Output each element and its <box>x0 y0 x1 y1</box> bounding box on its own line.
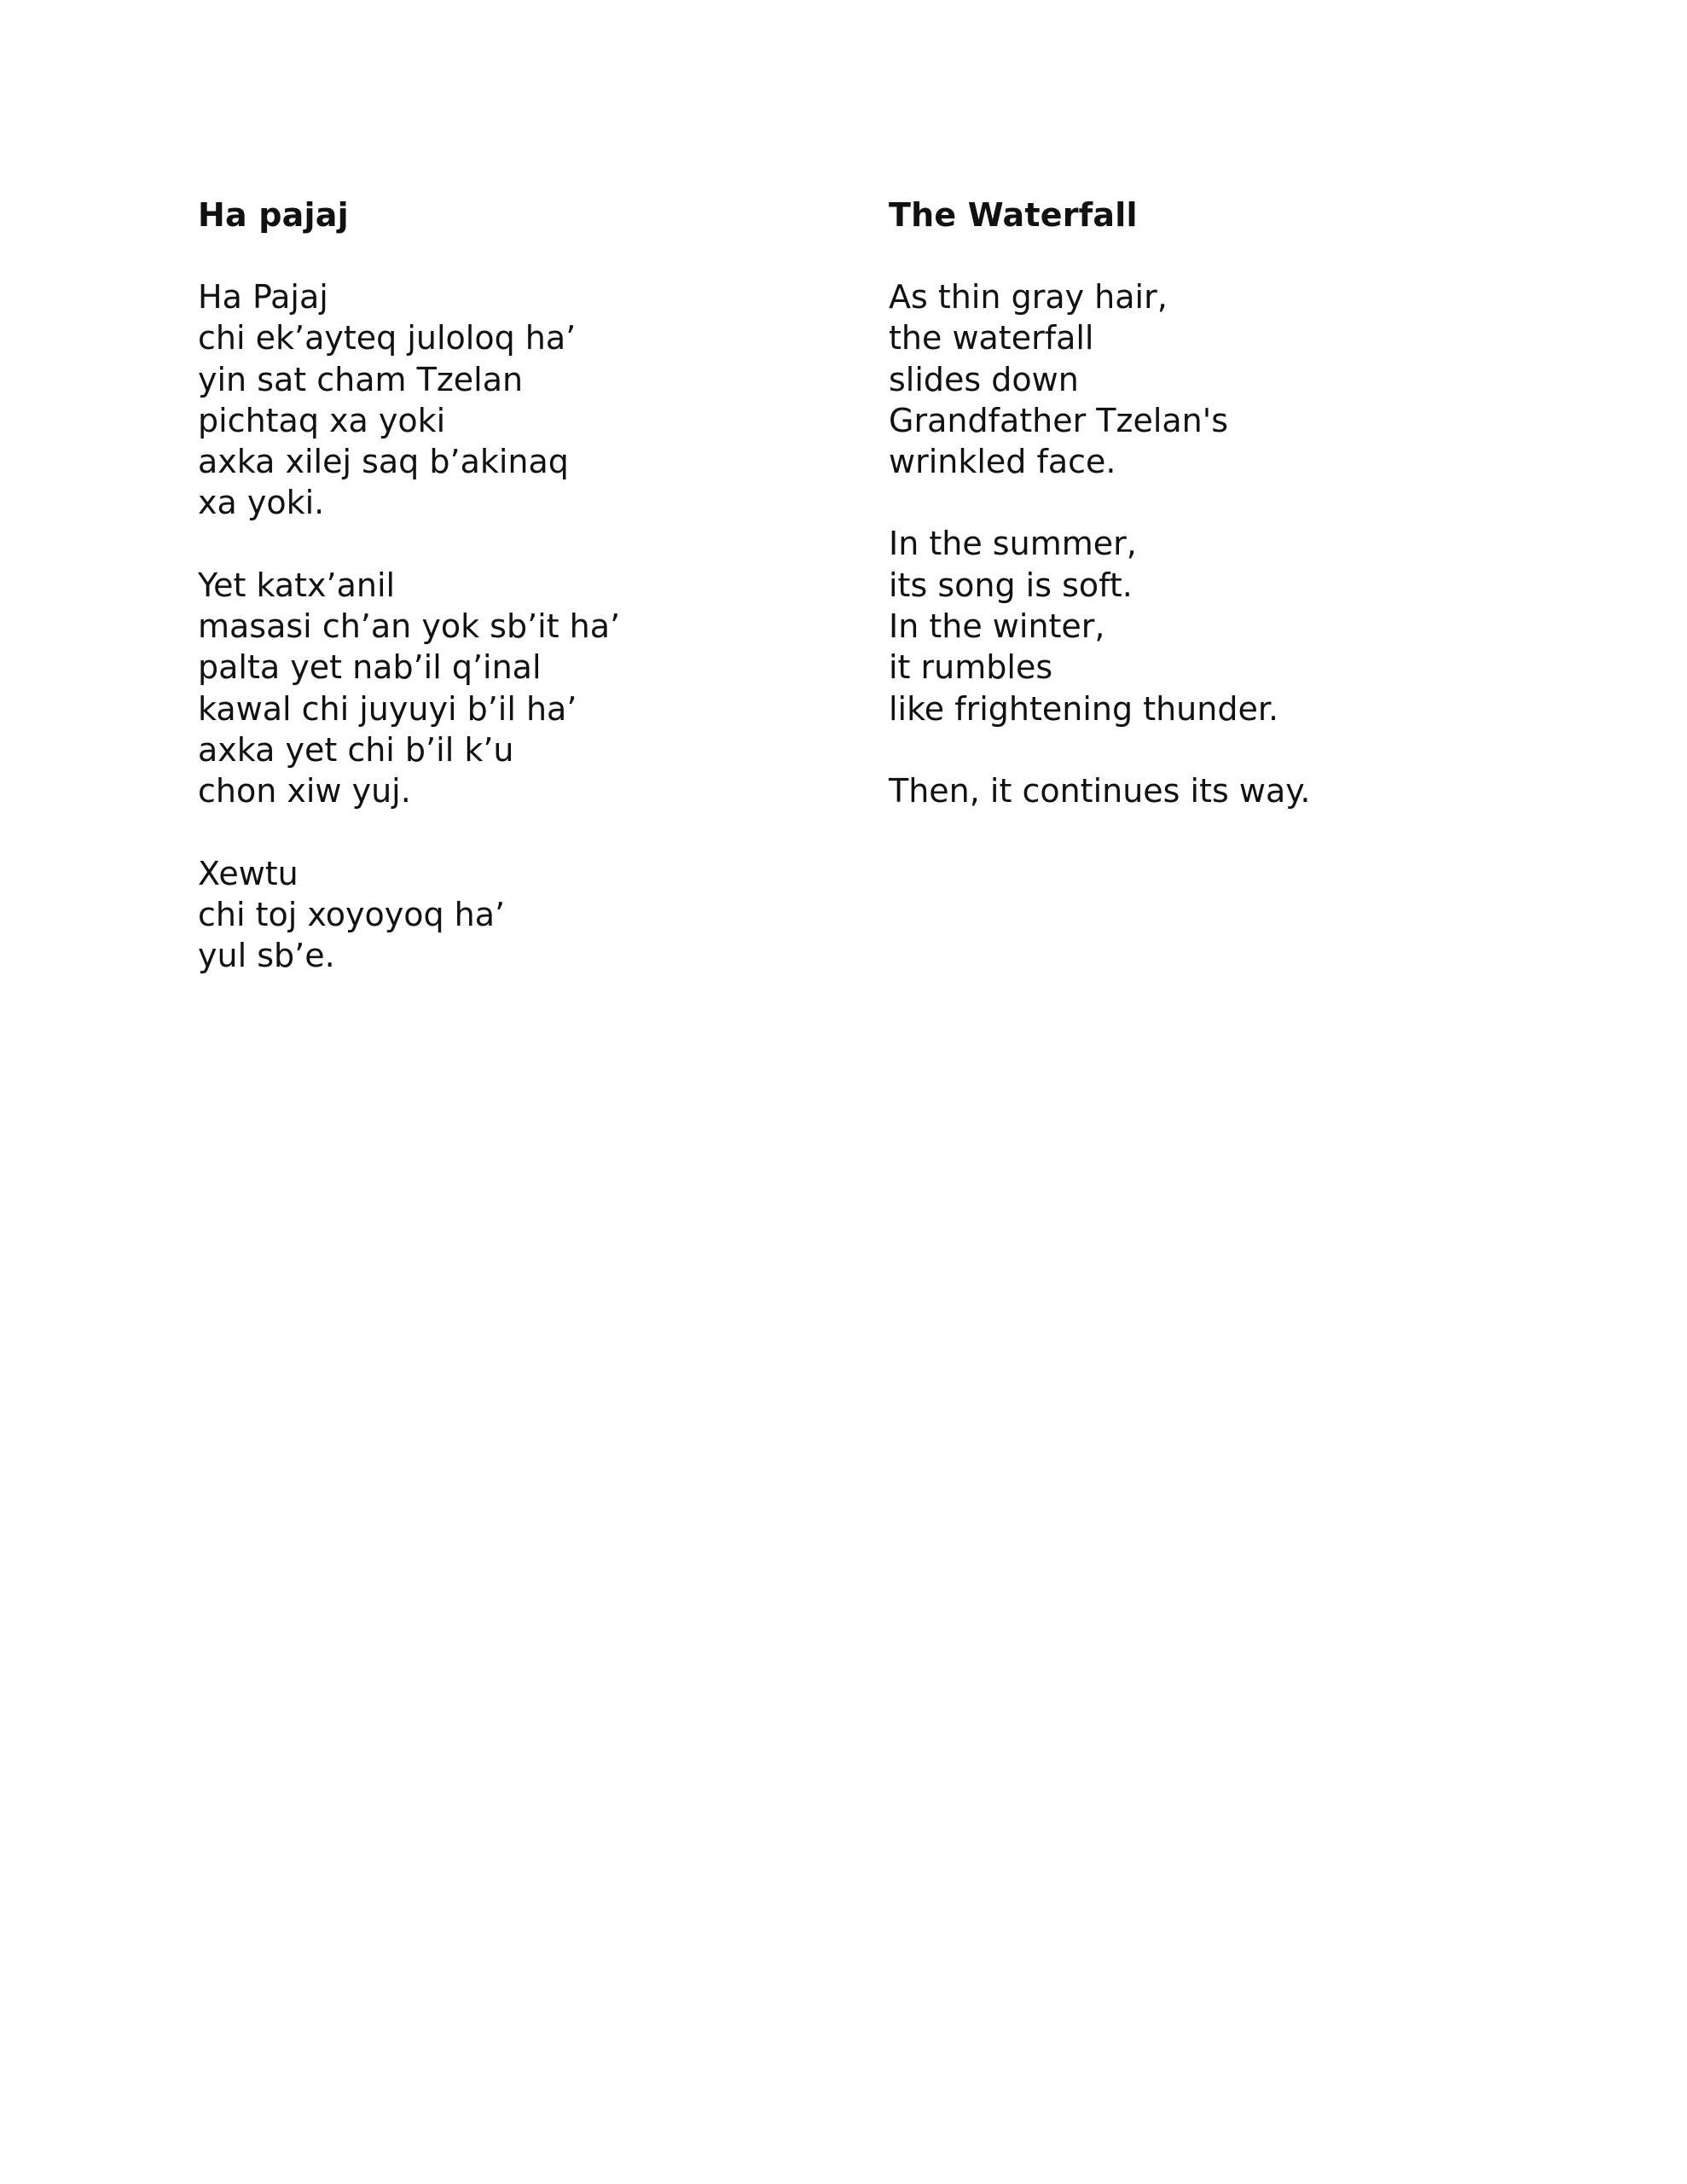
poem-line: yul sb’e. <box>198 937 335 975</box>
poem-line: chon xiw yuj. <box>198 772 411 810</box>
poem-line: kawal chi juyuyi b’il ha’ <box>198 689 577 728</box>
poem-line: it rumbles <box>889 648 1053 687</box>
poem-line: Ha Pajaj <box>198 278 328 316</box>
poem-line: like frightening thunder. <box>889 689 1279 728</box>
poem-line: In the winter, <box>889 607 1105 646</box>
poem-mam <box>198 195 863 976</box>
stanza <box>198 853 863 977</box>
poem-line: In the summer, <box>889 525 1137 563</box>
poem-line: Xewtu <box>198 854 299 892</box>
poem-line: slides down <box>889 360 1079 398</box>
stanza <box>198 565 863 812</box>
poem-line: its song is soft. <box>889 566 1133 604</box>
poem-line: pichtaq xa yoki <box>198 401 446 439</box>
poem-line: chi ek’ayteq juloloq ha’ <box>198 319 577 357</box>
poem-line: yin sat cham Tzelan <box>198 360 524 398</box>
poem-line: As thin gray hair, <box>889 278 1168 316</box>
stanza <box>889 523 1554 729</box>
stanza <box>198 276 863 524</box>
poem-line: the waterfall <box>889 319 1094 357</box>
poem-title: Ha pajaj <box>198 196 349 234</box>
poem-line: xa yoki. <box>198 484 325 522</box>
poem-line: Then, it continues its way. <box>889 771 1311 810</box>
poem-line: Yet katx’anil <box>198 566 396 604</box>
poem-line: chi toj xoyoyoq ha’ <box>198 895 506 933</box>
stanza <box>889 276 1554 482</box>
poem-line: palta yet nab’il q’inal <box>198 648 542 687</box>
poem-line: axka yet chi b’il k’u <box>198 730 514 769</box>
poem-line: wrinkled face. <box>889 443 1116 481</box>
poem-title: The Waterfall <box>889 196 1138 234</box>
poem-line: Grandfather Tzelan's <box>889 401 1228 439</box>
stanza <box>889 770 1554 811</box>
poem-english <box>889 195 1554 811</box>
poem-line: masasi ch’an yok sb’it ha’ <box>198 607 621 646</box>
poem-line: axka xilej saq b’akinaq <box>198 443 569 481</box>
